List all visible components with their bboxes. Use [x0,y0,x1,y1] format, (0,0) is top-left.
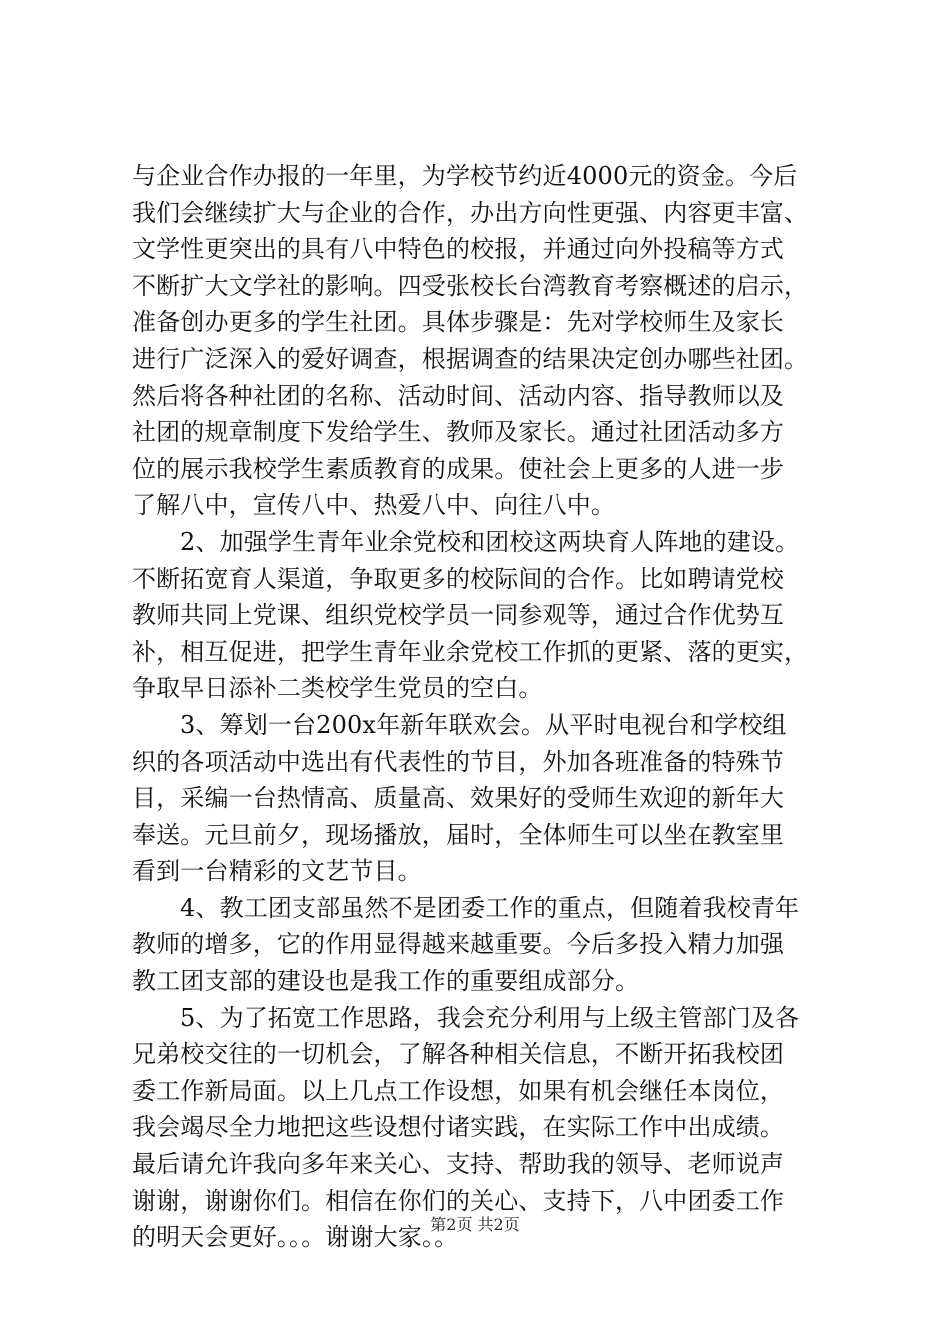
paragraph-4-first-line: 4、教工团支部虽然不是团委工作的重点，但随着我校青年 [180,893,800,922]
text-line: 教师的增多，它的作用显得越来越重要。今后多投入精力加强 [132,930,785,959]
text-line: 奉送。元旦前夕，现场播放，届时，全体师生可以坐在教室里 [132,820,785,849]
text-line: 准备创办更多的学生社团。具体步骤是：先对学校师生及家长 [132,308,785,337]
text-line: 教工团支部的建设也是我工作的重要组成部分。 [132,967,640,996]
text-line: 进行广泛深入的爱好调查，根据调查的结果决定创办哪些社团。 [132,344,809,373]
text-line: 兄弟校交往的一切机会，了解各种相关信息，不断开拓我校团 [132,1040,785,1069]
paragraph-2-first-line: 2、加强学生青年业余党校和团校这两块育人阵地的建设。 [180,527,800,556]
text-line: 看到一台精彩的文艺节目。 [132,857,422,886]
text-line: 织的各项活动中选出有代表性的节目，外加各班准备的特殊节 [132,747,785,776]
document-body [132,158,832,1256]
text-line: 文学性更突出的具有八中特色的校报，并通过向外投稿等方式 [132,235,785,264]
text-line: 我会竭尽全力地把这些设想付诸实践，在实际工作中出成绩。 [132,1113,785,1142]
text-line: 然后将各种社团的名称、活动时间、活动内容、指导教师以及 [132,381,785,410]
text-line: 与企业合作办报的一年里，为学校节约近4000元的资金。今后 [132,162,798,190]
text-line: 补，相互促进，把学生青年业余党校工作抓的更紧、落的更实， [132,637,809,666]
text-line: 社团的规章制度下发给学生、教师及家长。通过社团活动多方 [132,418,785,447]
text-line: 最后请允许我向多年来关心、支持、帮助我的领导、老师说声 [132,1150,785,1179]
text-line: 不断扩大文学社的影响。四受张校长台湾教育考察概述的启示， [132,271,809,300]
page-number-footer: 第2页 共2页 [430,1215,520,1234]
paragraph-5-first-line: 5、为了拓宽工作思路，我会充分利用与上级主管部门及各 [180,1003,800,1032]
text-line: 不断拓宽育人渠道，争取更多的校际间的合作。比如聘请党校 [132,564,785,593]
text-line: 了解八中，宣传八中、热爱八中、向往八中。 [132,491,615,520]
text-line: 谢谢，谢谢你们。相信在你们的关心、支持下，八中团委工作 [132,1186,785,1215]
text-line: 教师共同上党课、组织党校学员一同参观等，通过合作优势互 [132,601,785,630]
text-line: 的明天会更好。。。谢谢大家。。 [132,1223,459,1252]
paragraph-3-first-line: 3、筹划一台200x年新年联欢会。从平时电视台和学校组 [180,710,787,739]
text-line: 争取早日添补二类校学生党员的空白。 [132,674,543,703]
text-line: 委工作新局面。以上几点工作设想，如果有机会继任本岗位， [132,1076,785,1105]
text-line: 我们会继续扩大与企业的合作，办出方向性更强、内容更丰富、 [132,198,809,227]
text-line: 位的展示我校学生素质教育的成果。使社会上更多的人进一步 [132,454,785,483]
text-line: 目，采编一台热情高、质量高、效果好的受师生欢迎的新年大 [132,784,785,813]
